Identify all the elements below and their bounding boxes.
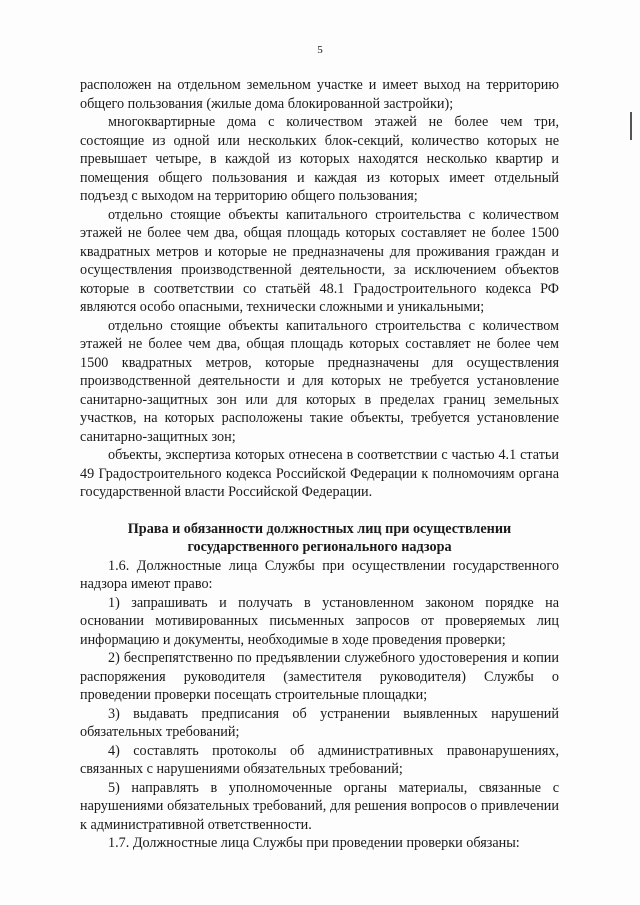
paragraph-1-7: 1.7. Должностные лица Службы при проведении проверки обязаны:	[108, 835, 520, 851]
paragraph-expertise-objects: объекты, экспертиза которых отнесена в соответствии с частью 4.1 статьи 49 Градостроительного кодекса Российской Федерации к полномочиям органа государственной власти Российской Федерации.	[80, 447, 559, 500]
paragraph-1-6: 1.6. Должностные лица Службы при осуществлении государственного надзора имеют право:	[80, 557, 559, 592]
section-heading: Права и обязанности должностных лиц при осуществлении государственного регионального надзора	[127, 520, 512, 555]
scan-artifact	[630, 112, 632, 140]
paragraph-production-objects: отдельно стоящие объекты капитального строительства с количеством этажей не более чем два, общая площадь которых составляет не более чем 1500 квадратных метров, которые предназначены для осуществления производственной деятельности и для которых не требуется установление санитарно-защитных зон или для которых в пределах границ земельных участков, на которых расположены такие объекты, требуется установление санитарно-защитных зон;	[80, 317, 559, 445]
list-item-2: 2) беспрепятственно по предъявлении служебного удостоверения и копии распоряжения руководителя (заместителя руководителя) Службы о проведении проверки посещать строительные площадки;	[80, 650, 559, 703]
list-item-1: 1) запрашивать и получать в установленном законом порядке на основании мотивированных письменных запросов от проверяемых лиц информацию и документы, необходимые в ходе проведения проверки;	[80, 594, 559, 648]
document-body	[80, 76, 559, 853]
paragraph-apartment-buildings: многоквартирные дома с количеством этажей не более чем три, состоящие из одной или нескольких блок-секций, количество которых не превышает четыре, в каждой из которых находятся несколько квартир и помещения общего пользования и каждая из которых имеет отдельный подъезд с выходом на территорию общего пользования;	[80, 114, 559, 204]
list-item-3: 3) выдавать предписания об устранении выявленных нарушений обязательных требований;	[80, 705, 559, 740]
list-item-4: 4) составлять протоколы об административных правонарушениях, связанных с нарушениями обязательных требований;	[80, 742, 559, 777]
paragraph-continuation: расположен на отдельном земельном участке и имеет выход на территорию общего пользования (жилые дома блокированной застройки);	[80, 77, 559, 112]
page-number: 5	[317, 44, 323, 56]
paragraph-nonresidential-objects: отдельно стоящие объекты капитального строительства с количеством этажей не более чем два, общая площадь которых составляет не более 1500 квадратных метров и которые не предназначены для проживания граждан и осуществления производственной деятельности, за исключением объектов которые в соответствии со статьёй 48.1 Градостроительного кодекса РФ являются особо опасными, технически сложными и уникальными;	[80, 206, 559, 315]
list-item-5: 5) направлять в уполномоченные органы материалы, связанные с нарушениями обязательных требований, для решения вопросов о привлечении к административной ответственности.	[80, 779, 559, 833]
